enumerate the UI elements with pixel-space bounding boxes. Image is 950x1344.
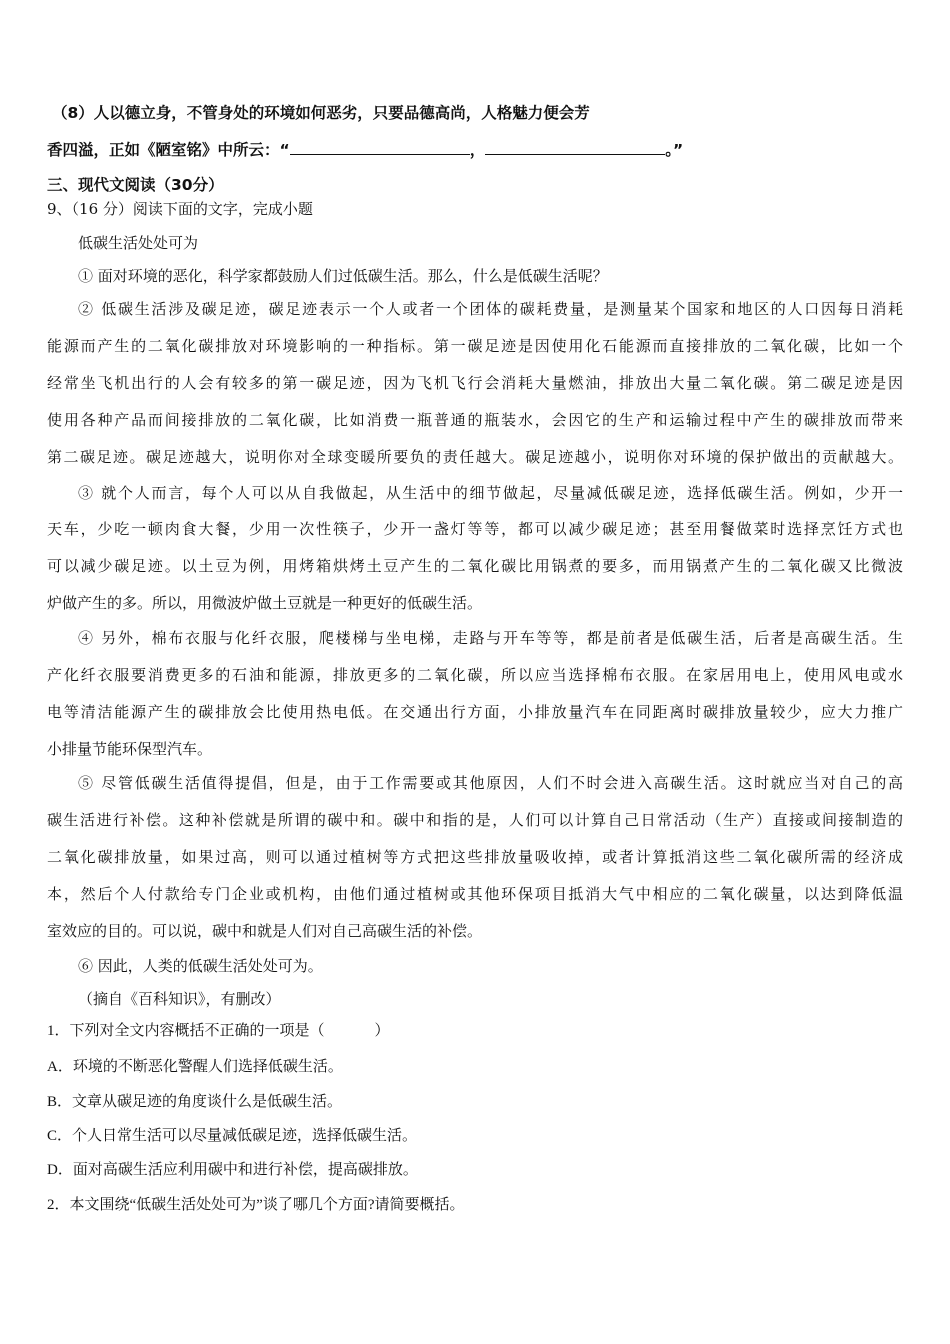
option-c: C．个人日常生活可以尽量减低碳足迹，选择低碳生活。 (47, 1128, 418, 1144)
question-2: 2．本文围绕“低碳生活处处可为”谈了哪几个方面?请简要概括。 (47, 1197, 465, 1213)
paragraph-5-line: 二氧化碳排放量，如果过高，则可以通过植树等方式把这些排放量吸收掉，或者计算抵消这些二氧化碳所需的经济成 (47, 848, 905, 866)
answer-blank-2[interactable] (485, 140, 665, 155)
q8-line2-prefix: 香四溢，正如《陋室铭》中所云：“ (47, 141, 290, 159)
answer-blank-1[interactable] (290, 140, 470, 155)
paragraph-2-line: 能源而产生的二氧化碳排放对环境影响的一种指标。第一碳足迹是因使用化石能源而直接排放的二氧化碳，比如一个 (47, 337, 905, 355)
paragraph-3-line: 天车，少吃一顿肉食大餐，少用一次性筷子，少开一盏灯等等，都可以减少碳足迹；甚至用餐做菜时选择烹饪方式也 (47, 520, 905, 538)
paragraph-4-line: 产化纤衣服要消费更多的石油和能源，排放更多的二氧化碳，所以应当选择棉布衣服。在家居用电上，使用风电或水 (47, 666, 905, 684)
q8-line2 (47, 140, 683, 160)
paragraph-4-line: 电等清洁能源产生的碳排放会比使用热电低。在交通出行方面，小排放量汽车在同距离时碳排放量较少，应大力推广 (47, 703, 905, 721)
paragraph-6: ⑥ 因此，人类的低碳生活处处可为。 (78, 957, 323, 975)
paragraph-3-line: ③ 就个人而言，每个人可以从自我做起，从生活中的细节做起，尽量减低碳足迹，选择低碳生活。例如，少开一 (78, 484, 905, 502)
option-d: D．面对高碳生活应利用碳中和进行补偿，提高碳排放。 (47, 1162, 418, 1178)
paragraph-4-line: 小排量节能环保型汽车。 (47, 740, 213, 758)
q8-line1: （8）人以德立身，不管身处的环境如何恶劣，只要品德高尚，人格魅力便会芳 (52, 104, 590, 122)
paragraph-3-line: 炉做产生的多。所以，用微波炉做土豆就是一种更好的低碳生活。 (47, 594, 483, 612)
section-heading: 三、现代文阅读（30分） (47, 176, 224, 194)
option-a: A．环境的不断恶化警醒人们选择低碳生活。 (47, 1059, 343, 1075)
paragraph-3-line: 可以减少碳足迹。以土豆为例，用烤箱烘烤土豆产生的二氧化碳比用锅煮的要多，而用锅煮产生的二氧化碳又比微波 (47, 557, 905, 575)
paragraph-2-line: ② 低碳生活涉及碳足迹，碳足迹表示一个人或者一个团体的碳耗费量，是测量某个国家和地区的人口因每日消耗 (78, 300, 905, 318)
option-b: B．文章从碳足迹的角度谈什么是低碳生活。 (47, 1094, 343, 1110)
article-title: 低碳生活处处可为 (78, 234, 199, 252)
paragraph-2-line: 第二碳足迹。碳足迹越大，说明你对全球变暖所要负的责任越大。碳足迹越小，说明你对环境的保护做出的贡献越大。 (47, 448, 905, 466)
paragraph-5-line: ⑤ 尽管低碳生活值得提倡，但是，由于工作需要或其他原因，人们不时会进入高碳生活。这时就应当对自己的高 (78, 774, 905, 792)
q8-line2-suffix: 。” (665, 141, 684, 159)
paragraph-5-line: 碳生活进行补偿。这种补偿就是所谓的碳中和。碳中和指的是，人们可以计算自己日常活动（生产）直接或间接制造的 (47, 811, 905, 829)
q8-line2-sep: ， (469, 141, 486, 159)
article-source: （摘自《百科知识》，有删改） (78, 990, 281, 1008)
paragraph-5-line: 本，然后个人付款给专门企业或机构，由他们通过植树或其他环保项目抵消大气中相应的二氧化碳量，以达到降低温 (47, 885, 905, 903)
paragraph-2-line: 使用各种产品而间接排放的二氧化碳，比如消费一瓶普通的瓶装水，会因它的生产和运输过程中产生的碳排放而带来 (47, 411, 905, 429)
q9-intro: 9、（16 分）阅读下面的文字，完成小题 (47, 200, 313, 218)
question-1: 1．下列对全文内容概括不正确的一项是（ ） (47, 1023, 390, 1039)
paragraph-2-line: 经常坐飞机出行的人会有较多的第一碳足迹，因为飞机飞行会消耗大量燃油，排放出大量二氧化碳。第二碳足迹是因 (47, 374, 905, 392)
paragraph-1: ① 面对环境的恶化，科学家都鼓励人们过低碳生活。那么，什么是低碳生活呢？ (78, 267, 608, 285)
paragraph-5-line: 室效应的目的。可以说，碳中和就是人们对自己高碳生活的补偿。 (47, 922, 483, 940)
paragraph-4-line: ④ 另外，棉布衣服与化纤衣服，爬楼梯与坐电梯，走路与开车等等，都是前者是低碳生活，后者是高碳生活。生 (78, 629, 905, 647)
